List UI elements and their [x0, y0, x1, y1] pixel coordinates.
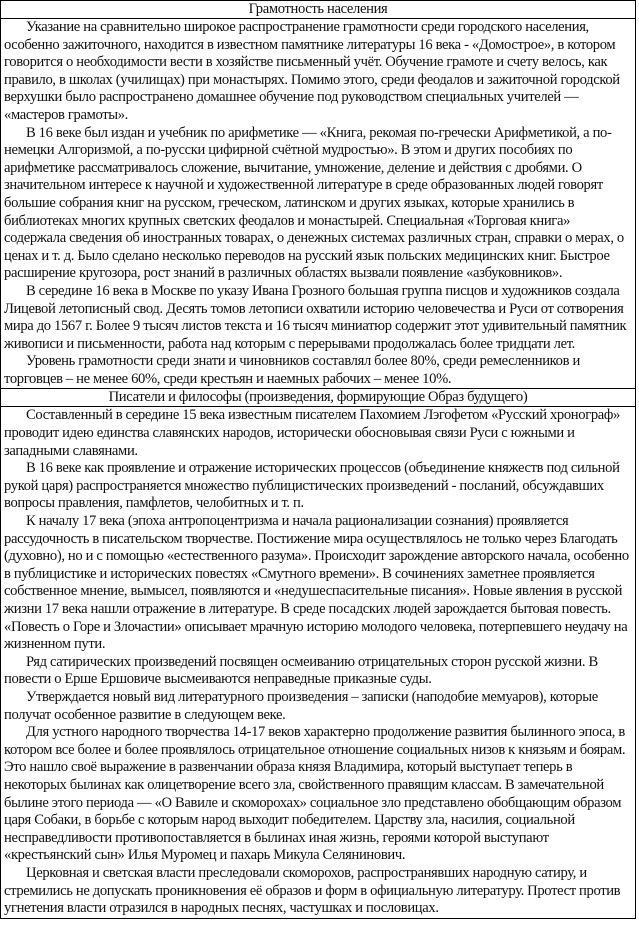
section-title-writers: Писатели и философы (произведения, формирующие Образ будущего) [1, 389, 636, 407]
paragraph: Ряд сатирических произведений посвящен осмеиванию отрицательных сторон русской жизни. В повести о Ерше Ершовиче высмеиваются неправедные приказные суды. [4, 653, 598, 688]
paragraph: Составленный в середине 15 века известным писателем Пахомием Лэгофетом «Русский хронограф» проводит идею единства славянских народов, исторически обосновывая связи Руси с южными и западными славянами. [4, 407, 620, 459]
section-body-row [1, 407, 636, 918]
paragraph: Церковная и светская власти преследовали скоморохов, распространявших народную сатиру, и стремились не допускать проникновения её образов и форм в официальную литературу. Протест против угнетения власти отразился в народных песнях, частушках и пословицах. [4, 864, 621, 917]
paragraph: Утверждается новый вид литературного произведения – записки (наподобие мемуаров), которые получат особенное развитие в следующем веке. [4, 688, 598, 723]
section-title-literacy: Грамотность населения [1, 1, 636, 19]
paragraph: Для устного народного творчества 14-17 веков характерно продолжение развития былинного эпоса, в котором все более и более проявлялось отрицательное отношение социальных низов к князьям и боярам. Это нашло своё выражение в развенчании образа князя Владимира, который выступает теперь в некоторых былинах как олицетворение всего зла, свойственного правящим классам. В замечательной былине этого периода — «О Вавиле и скоморохах» социальное зло представлено обобщающим образом царя Собаки, в борьбе с которым народ выходит победителем. Царству зла, насилия, социальной несправедливости противопоставляется в былинах иная жизнь, героями которой выступают «крестьянский сын» Илья Муромец и пахарь Микула Селянинович. [4, 724, 626, 864]
paragraph: Указание на сравнительно широкое распространение грамотности среди городского населения, особенно зажиточного, находится в известном памятнике литературы 16 века - «Домострое», в котором говорится о необходимости вести в хозяйстве письменный учёт. Обучение грамоте и счету велось, как правило, в школах (училищах) при монастырях. Помимо этого, среди феодалов и зажиточной городской верхушки было распространено домашнее обучение под руководством специальных учителей — «мастеров грамоты». [4, 19, 620, 123]
section-body-literacy [1, 19, 636, 389]
section-header-row [1, 1, 636, 19]
section-header-row [1, 389, 636, 407]
paragraph: В 16 веке как проявление и отражение исторических процессов (объединение княжеств под сильной рукой царя) распространяется множество публицистических произведений - посланий, обсуждавших вопросы правления, памфлетов, челобитных и т. п. [4, 460, 620, 512]
section-body-writers [1, 407, 636, 918]
paragraph: Уровень грамотности среди знати и чиновников составлял более 80%, среди ремесленников и торговцев – не менее 60%, среди крестьян и наемных рабочих – менее 10%. [4, 353, 580, 387]
paragraph: К началу 17 века (эпоха антропоцентризма и начала рационализации сознания) проявляется рассудочность в писательском творчестве. Постижение мира осуществлялось не только через Благодать (духовно), но и с помощью «естественного разума». Происходит зарождение авторского начала, особенно в публицистике и исторических повестях «Смутного времени». В сочинениях заметнее проявляется собственное мнение, вымысел, появляются и «недушеспасительные писания». Новые явления в русской жизни 17 века нашли отражение в литературе. В среде посадских людей зарождается бытовая повесть. «Повесть о Горе и Злочастии» описывает мрачную историю молодого человека, потерпевшего неудачу на жизненном пути. [4, 513, 629, 653]
section-body-row [1, 19, 636, 389]
paragraph: В середине 16 века в Москве по указу Ивана Грозного большая группа писцов и художников создала Лицевой летописный свод. Десять томов летописи охватили историю человечества и Руси от сотворения мира до 1567 г. Более 9 тысяч листов текста и 16 тысяч миниатюр содержит этот удивительный памятник живописи и письменности, работа над которым с перерывами продолжалась более тридцати лет. [4, 282, 627, 352]
paragraph: В 16 веке был издан и учебник по арифметике — «Книга, рекомая по-гречески Арифметикой, а по-немецки Алгоризмой, а по-русски цифирной счётной мудростью». В этом и других пособиях по арифметике рассматривалось сложение, вычитание, умножение, деление и действия с дробями. О значительном интересе к научной и художественной литературе в среде образованных людей говорят большие собрания книг на русском, греческом, латинском и других языках, которые хранились в библиотеках многих крупных светских феодалов и монастырей. Специальная «Торговая книга» содержала сведения об иностранных товарах, о денежных системах различных стран, справки о мерах, о ценах и т. д. Было сделано несколько переводов на русский язык польских медицинских книг. Быстрое расширение кругозора, рост знаний в различных областях вызвали появление «азбуковников». [4, 124, 624, 282]
